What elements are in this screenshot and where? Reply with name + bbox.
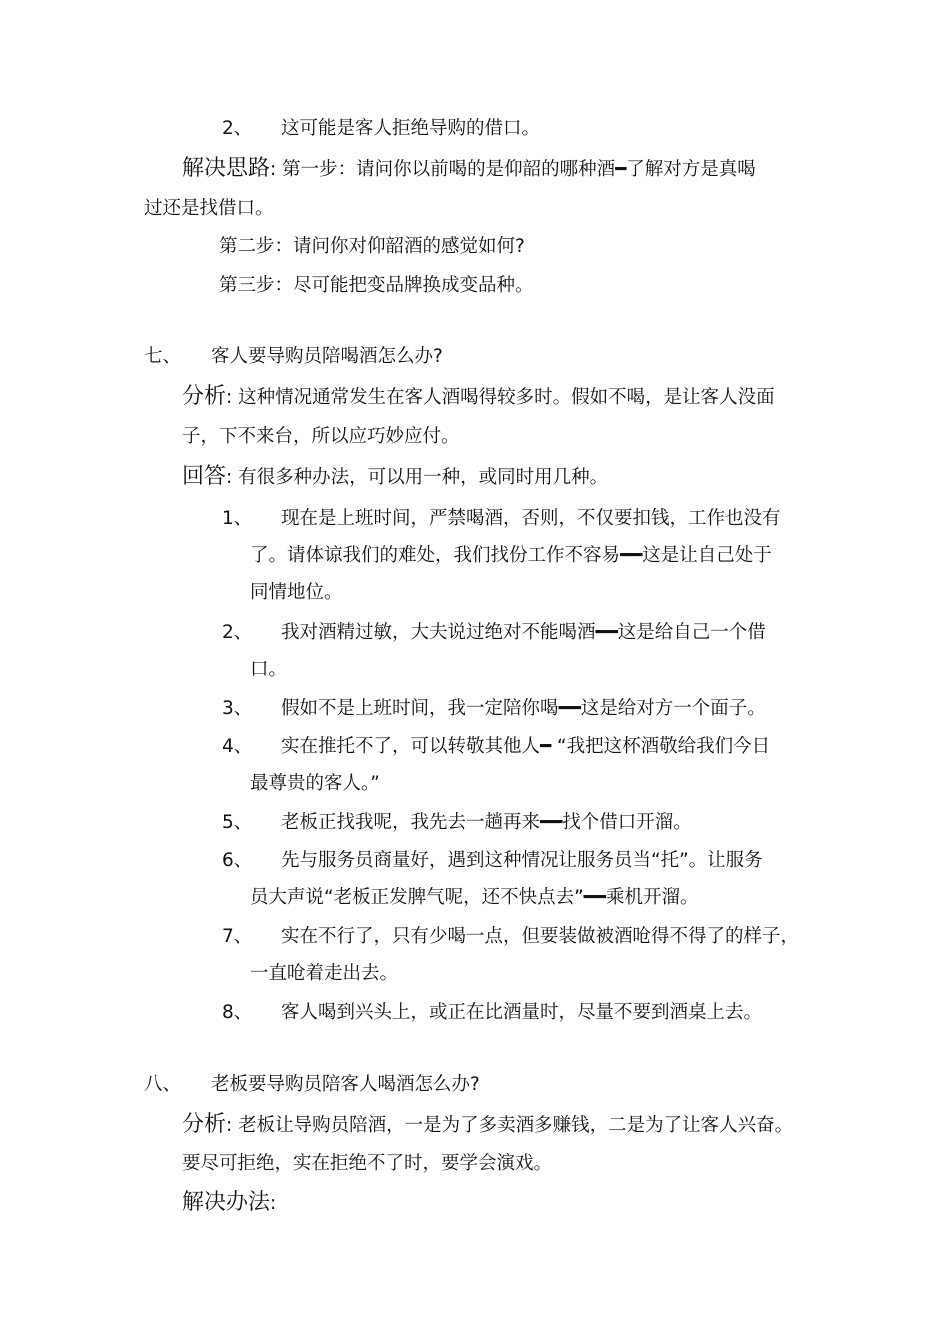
list-item-number: 3、 — [222, 698, 253, 719]
step-two-text: 第二步：请问你对仰韶酒的感觉如何? — [219, 236, 525, 257]
list-item-number: 4、 — [222, 736, 253, 757]
analysis-label: 分析 — [182, 384, 227, 409]
section-title: 客人要导购员陪喝酒怎么办? — [211, 346, 443, 367]
list-item-text: 老板正找我呢，我先去一趟再来━━找个借口开溜。 — [281, 812, 692, 833]
answer-label: 回答 — [182, 464, 227, 489]
section-title: 老板要导购员陪客人喝酒怎么办? — [211, 1074, 480, 1095]
analysis-text: : 老板让导购员陪酒，一是为了多卖酒多赚钱，二是为了让客人兴奋。 — [226, 1115, 794, 1136]
solution-label: 解决思路 — [182, 156, 271, 181]
list-item-text: 实在不行了，只有少喝一点，但要装做被酒呛得不得了的样子， — [281, 926, 800, 947]
section-number: 七、 — [144, 346, 182, 367]
list-item-text: 最尊贵的客人。” — [250, 773, 380, 794]
list-item-text: 先与服务员商量好，遇到这种情况让服务员当“托”。让服务 — [281, 850, 763, 871]
analysis-text: : 这种情况通常发生在客人酒喝得较多时。假如不喝，是让客人没面 — [226, 387, 775, 408]
analysis-label: 分析 — [182, 1112, 227, 1137]
list-item-text: 一直呛着走出去。 — [250, 963, 399, 984]
solution-text: : 第一步：请问你以前喝的是仰韶的哪种酒━了解对方是真喝 — [270, 159, 756, 180]
list-item-number: 7、 — [222, 926, 253, 947]
list-item-text: 了。请体谅我们的难处，我们找份工作不容易━━这是让自己处于 — [250, 545, 772, 566]
list-item-text: 客人喝到兴头上，或正在比酒量时，尽量不要到酒桌上去。 — [281, 1002, 763, 1023]
analysis-paragraph — [182, 1112, 793, 1139]
list-item-number: 6、 — [222, 850, 253, 871]
solution-label: 解决办法 — [182, 1190, 271, 1215]
list-item-number: 1、 — [222, 508, 253, 529]
list-item-number: 5、 — [222, 812, 253, 833]
solution-colon: : — [270, 1193, 277, 1214]
solution-heading — [182, 1190, 276, 1217]
analysis-paragraph — [182, 384, 775, 411]
answer-text: : 有很多种办法，可以用一种，或同时用几种。 — [226, 467, 609, 488]
list-item-text: 我对酒精过敏，大夫说过绝对不能喝酒━━这是给自己一个借 — [281, 622, 766, 643]
analysis-text-continued: 要尽可拒绝，实在拒绝不了时，要学会演戏。 — [182, 1153, 553, 1174]
list-item-number: 2、 — [222, 118, 253, 139]
list-item-text: 现在是上班时间，严禁喝酒，否则，不仅要扣钱，工作也没有 — [281, 508, 781, 529]
list-item-number: 2、 — [222, 622, 253, 643]
list-item-text: 同情地位。 — [250, 582, 343, 603]
analysis-text-continued: 子，下不来台，所以应巧妙应付。 — [182, 426, 460, 447]
list-item-text: 这可能是客人拒绝导购的借口。 — [281, 118, 541, 139]
list-item-text: 假如不是上班时间，我一定陪你喝━━这是给对方一个面子。 — [281, 698, 766, 719]
list-item-text: 口。 — [250, 659, 288, 680]
answer-paragraph — [182, 464, 608, 491]
list-item-text: 实在推托不了，可以转敬其他人━ “我把这杯酒敬给我们今日 — [281, 736, 771, 757]
list-item-number: 8、 — [222, 1002, 253, 1023]
section-number: 八、 — [144, 1074, 182, 1095]
step-three-text: 第三步：尽可能把变品牌换成变品种。 — [219, 275, 534, 296]
list-item-text: 员大声说“老板正发脾气呢，还不快点去”━━乘机开溜。 — [250, 887, 699, 908]
solution-text-continued: 过还是找借口。 — [144, 198, 274, 219]
solution-paragraph — [182, 156, 756, 183]
